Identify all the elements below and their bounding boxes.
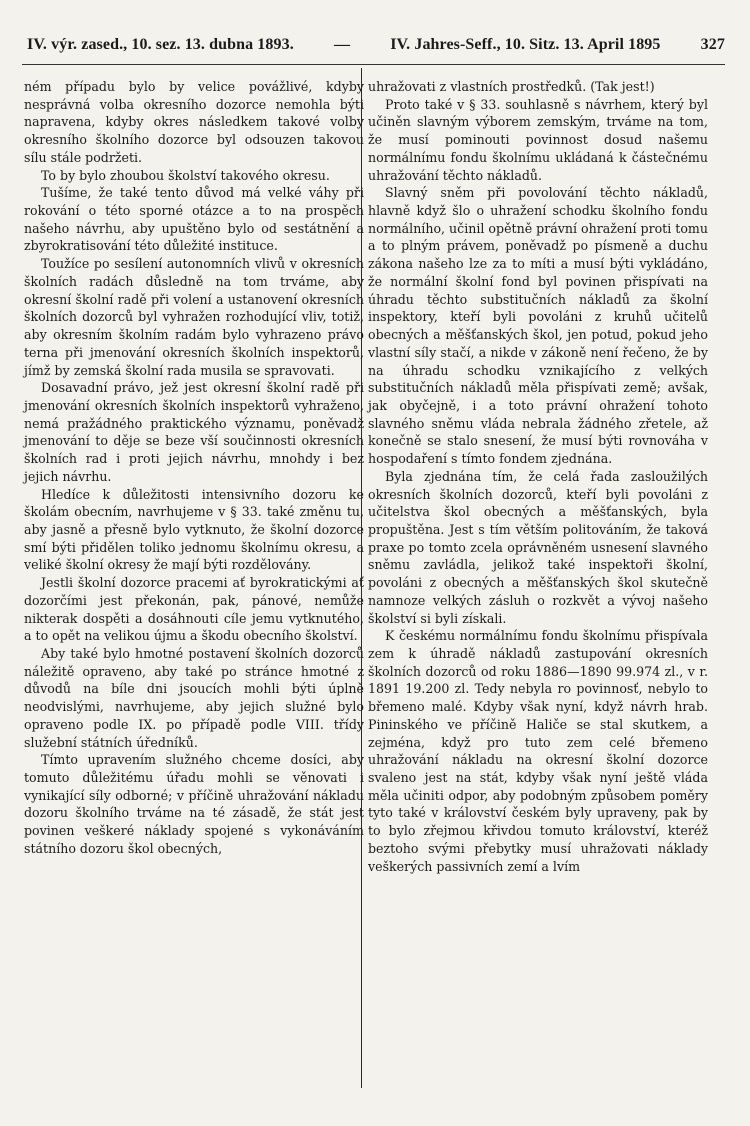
- header-right-german: IV. Jahres-Seff., 10. Sitz. 13. April 1895: [390, 36, 661, 53]
- paragraph: Dosavadní právo, jež jest okresní školní radě při jmenování okresních školních inspektorů vyhraženo, nemá pražádného praktického významu, poněvadž jmenování to děje se beze vší součinnosti okresních školních rad i proti jejich návrhu, mnohdy i bez jejich návrhu.: [24, 380, 364, 484]
- paragraph: Aby také bylo hmotné postavení školních dozorců náležitě opraveno, aby také po stránce hmotné z důvodů na bíle dni jsoucích mohli býti úplně neodvislými, navrhujeme, aby jejich služné bylo opraveno podle IX. po případě podle VIII. třídy služební státních úředníků.: [24, 646, 364, 750]
- page-number: 327: [700, 36, 725, 53]
- left-column: [24, 78, 364, 858]
- paragraph: K českému normálnímu fondu školnímu přispívala zem k úhradě nákladů zastupování okresních školních dozorců od roku 1886—1890 99.974 zl., v r. 1891 19.200 zl. Tedy nebyla ro povinnosť, nebylo to břemeno malé. Kdyby však nyní, když návrh hrab. Pininského ve příčině Haliče se stal skutkem, a zejména, když pro tuto zem celé břemeno uhražování nákladu na okresní školní dozorce svaleno jest na stát, kdyby však nyní ještě vláda měla učiniti odpor, aby podobným způsobem poměry tyto také v království českém byly upraveny, pak by to bylo zřejmou křivdou tomuto království, kteréž beztoho svými přebytky musí uhražovati náklady veškerých passivních zemí a lvím: [368, 628, 708, 874]
- paragraph: ném případu bylo by velice povážlivé, kdyby nesprávná volba okresního dozorce nemohla býti napravena, kdyby okres následkem takové volby okresního školního dozorce byl odsouzen takovou sílu stále podržeti.: [24, 79, 364, 165]
- paragraph: To by bylo zhoubou školství takového okresu.: [41, 167, 330, 183]
- paragraph: Toužíce po sesílení autonomních vlivů v okresních školních radách důsledně na tom trváme, aby okresní školní radě při volení a ustanovení okresních školních dozorců byl vyhražen rozhodující vliv, totiž, aby okresním školním radám bylo vyhrazeno právo terna při jmenování okresních školních inspektorů, jímž by zemská školní rada musila se spravovati.: [24, 256, 364, 378]
- paragraph: Proto také v § 33. souhlasně s návrhem, který byl učiněn slavným výborem zemským, trváme na tom, že musí pominouti povinnost dosud našemu normálnímu fondu školnímu ukládaná k částečnému uhražování těchto nákladů.: [368, 96, 708, 183]
- header-left-czech: IV. výr. zased., 10. sez. 13. dubna 1893.: [27, 36, 294, 53]
- paragraph: Slavný sněm při povolování těchto nákladů, hlavně když šlo o uhražení schodku školního fondu normálního, učinil opětně právní ohražení proti tomu a to plným právem, poněvadž po písmeně a duchu zákona našeho lze za to míti a musí býti vykládáno, že normální školní fond byl povinen přispívati na úhradu těchto substitučních nákladů za školní inspektory, kteří byli povoláni z kruhů učitelů obecných a měšťanských škol, jen potud, pokud jeho vlastní síly stačí, a nikde v zákoně není řečeno, že by na úhradu schodku vznikajícího z velkých substitučních nákladů měla přispívati země; avšak, jak obyčejně, i a toto právní ohražení tohoto slavného sněmu vláda nebrala žádného zřetele, až konečně se stalo snesení, že musí býti rovnováha v hospodaření s tímto fondem zjednána.: [368, 185, 708, 467]
- paragraph: Tušíme, že také tento důvod má velké váhy při rokování o této sporné otázce a to na prospěch našeho návrhu, aby upuštěno bylo od sestátnění a zbyrokratisování této důležité instituce.: [24, 185, 364, 254]
- paragraph: Hledíce k důležitosti intensivního dozoru ke školám obecním, navrhujeme v § 33. také změnu tu, aby jasně a přesně bylo vytknuto, že školní dozorce smí býti přidělen toliko jednomu školnímu okresu, a veliké školní okresy že mají býti rozdělovány.: [24, 486, 364, 573]
- running-header: [27, 36, 725, 54]
- paragraph: Tímto upravením služného chceme dosíci, aby tomuto důležitému úřadu mohli se věnovati i vynikající síly odborné; v příčině uhražování nákladu dozoru školního trváme na té zásadě, že stát jest povinen veškeré náklady spojené s vykonáváním státního dozoru škol obecných,: [24, 752, 364, 856]
- header-rule: [22, 64, 725, 65]
- paragraph: Byla zjednána tím, že celá řada zasloužilých okresních školních dozorců, kteří byli povoláni z učitelstva škol obecných a měšťanských, byla propuštěna. Jest s tím větším politováním, že taková praxe po tomto zcela oprávněném usnesení slavného sněmu zavládla, jelikož také inspektoři školní, povoláni z obecných a měšťanských škol skutečně namnoze velkých zásluh o rozkvět a vývoj našeho školství si byli získali.: [368, 468, 708, 626]
- paragraph: Jestli školní dozorce pracemi ať byrokratickými ať dozorčími jest překonán, pak, pánové, nemůže nikterak dospěti a dosáhnouti cíle jemu vytknutého, a to opět na velikou újmu a škodu obecního školství.: [24, 575, 364, 644]
- right-column: [368, 78, 708, 875]
- paragraph: uhražovati z vlastních prostředků. (Tak jest!): [368, 79, 655, 94]
- header-dash: —: [333, 36, 351, 53]
